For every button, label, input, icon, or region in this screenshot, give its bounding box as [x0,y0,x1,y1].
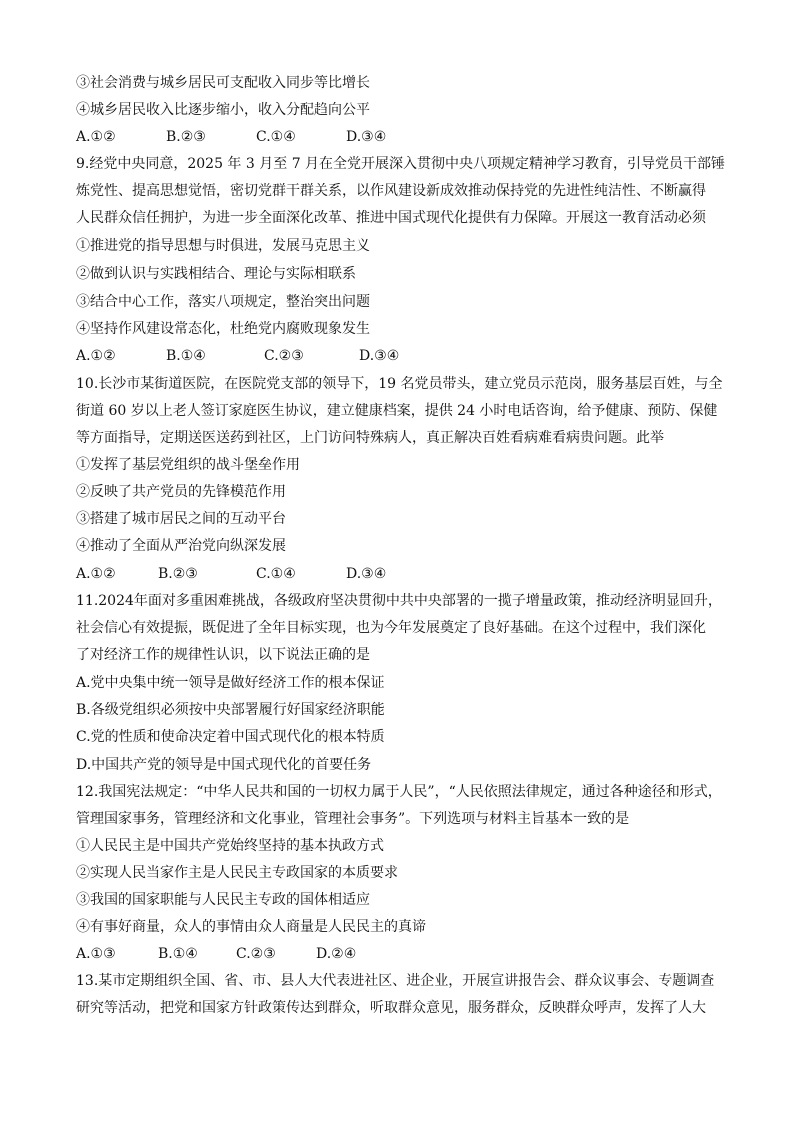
cont-item-3: ③社会消费与城乡居民可支配收入同步等比增长 [76,75,370,91]
q10-stem-line-2: 街道 60 岁以上老人签订家庭医生协议，建立健康档案，提供 24 小时电话咨询，给予健康、预防、保健 [76,403,718,419]
q11-choice-b: B.各级党组织必须按中央部署履行好国家经济职能 [76,702,385,718]
q11-stem-line-2: 社会信心有效提振，既促进了全年目标实现，也为今年发展奠定了良好基础。在这个过程中，我们深化 [76,620,706,636]
q10-stem-line-3: 等方面指导，定期送医送药到社区，上门访问特殊病人，真正解决百姓看病难看病贵问题。此举 [76,430,664,446]
q12-options [76,945,716,963]
q13-stem-line-2: 研究等活动，把党和国家方针政策传达到群众，听取群众意见，服务群众，反映群众呼声，发挥了人大 [76,1000,706,1016]
q11-choice-d: D.中国共产党的领导是中国式现代化的首要任务 [76,757,372,773]
q9-stem-line-1: 9.经党中央同意，2025 年 3 月至 7 月在全党开展深入贯彻中央八项规定精神学习教育，引导党员干部锤 [76,156,726,172]
q10-item-1: ①发挥了基层党组织的战斗堡垒作用 [76,457,300,473]
option-c: C.②③ [236,946,276,962]
q10-stem-line-1: 10.长沙市某街道医院，在医院党支部的领导下，19 名党员带头，建立党员示范岗，服务基层百姓，与全 [76,376,723,392]
option-d: D.②④ [316,946,357,962]
option-b: B.①④ [166,348,206,364]
q11-choice-a: A.党中央集中统一领导是做好经济工作的根本保证 [76,675,385,691]
option-d: D.③④ [359,348,400,364]
q12-item-2: ②实现人民当家作主是人民民主专政国家的本质要求 [76,865,398,881]
q12-item-1: ①人民民主是中国共产党始终坚持的基本执政方式 [76,838,384,854]
q10-item-2: ②反映了共产党员的先锋模范作用 [76,484,286,500]
option-a: A.①② [76,129,116,145]
q11-stem-line-3: 了对经济工作的规律性认识，以下说法正确的是 [76,647,370,663]
q9-stem-line-2: 炼党性、提高思想觉悟，密切党群干群关系，以作风建设新成效推动保持党的先进性纯洁性、不断赢得 [76,183,706,199]
q11-stem-line-1: 11.2024年面对多重困难挑战，各级政府坚决贯彻中共中央部署的一揽子增量政策，推动经济明显回升， [76,593,722,609]
cont-options [76,128,716,146]
option-d: D.③④ [346,129,387,145]
q10-item-3: ③搭建了城市居民之间的互动平台 [76,511,286,527]
option-b: B.①④ [158,946,198,962]
q13-stem-line-1: 13.某市定期组织全国、省、市、县人大代表进社区、进企业，开展宣讲报告会、群众议事会、专题调查 [76,973,715,989]
q12-item-4: ④有事好商量，众人的事情由众人商量是人民民主的真谛 [76,919,426,935]
q12-stem-line-1: 12.我国宪法规定：“中华人民共和国的一切权力属于人民”，“人民依照法律规定，通过各种途径和形式， [76,784,722,800]
q11-choice-c: C.党的性质和使命决定着中国式现代化的根本特质 [76,729,385,745]
option-c: C.①④ [256,566,296,582]
option-a: A.①② [76,566,116,582]
q10-options [76,565,716,583]
q12-item-3: ③我国的国家职能与人民民主专政的国体相适应 [76,892,370,908]
q9-item-2: ②做到认识与实践相结合、理论与实际相联系 [76,266,356,282]
cont-item-4: ④城乡居民收入比逐步缩小，收入分配趋向公平 [76,102,370,118]
q9-item-4: ④坚持作风建设常态化，杜绝党内腐败现象发生 [76,321,370,337]
q9-stem-line-3: 人民群众信任拥护，为进一步全面深化改革、推进中国式现代化提供有力保障。开展这一教育活动必须 [76,210,706,226]
option-a: A.①③ [76,946,116,962]
q9-item-1: ①推进党的指导思想与时俱进，发展马克思主义 [76,238,370,254]
option-c: C.②③ [264,348,304,364]
q10-item-4: ④推动了全面从严治党向纵深发展 [76,538,286,554]
q9-options [76,347,716,365]
option-d: D.③④ [346,566,387,582]
option-b: B.②③ [158,566,198,582]
option-a: A.①② [76,348,116,364]
option-c: C.①④ [256,129,296,145]
option-b: B.②③ [166,129,206,145]
q12-stem-line-2: 管理国家事务，管理经济和文化事业，管理社会事务”。下列选项与材料主旨基本一致的是 [76,811,630,827]
q9-item-3: ③结合中心工作，落实八项规定，整治突出问题 [76,294,370,310]
